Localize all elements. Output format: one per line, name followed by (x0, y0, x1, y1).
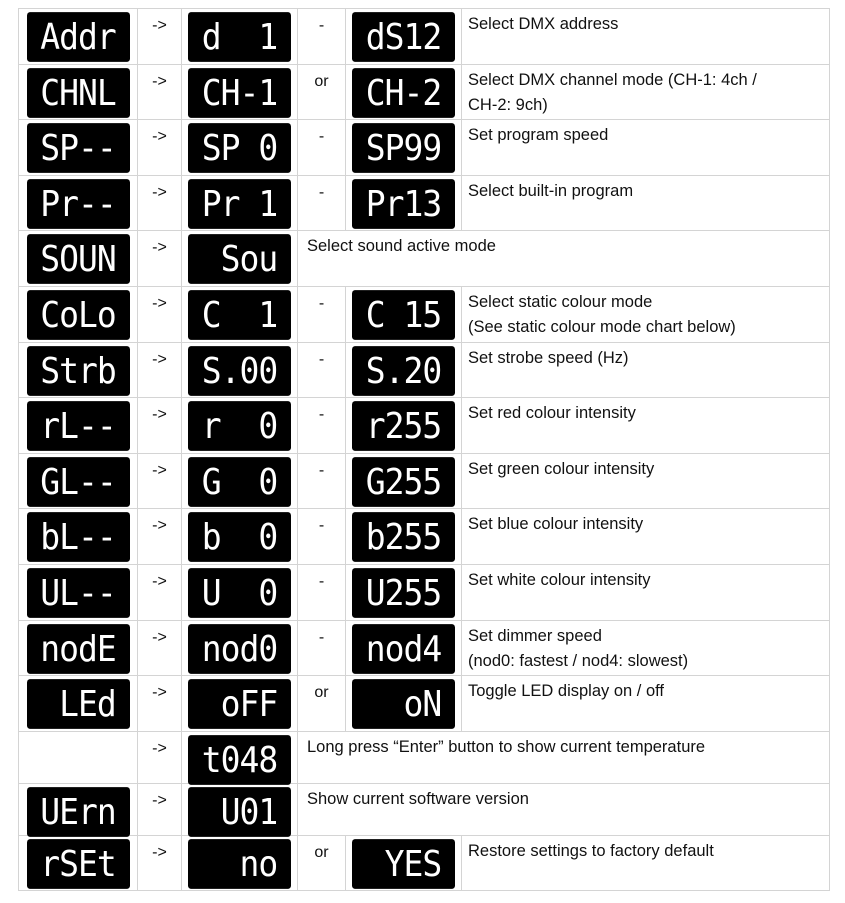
range-separator: or (298, 835, 346, 891)
table-row (19, 509, 830, 565)
description (462, 9, 830, 65)
arrow: -> (138, 231, 182, 287)
description (462, 64, 830, 120)
description (462, 453, 830, 509)
arrow: -> (138, 783, 182, 835)
description-line: Select DMX address (468, 15, 619, 33)
arrow: -> (138, 398, 182, 454)
range-start-display: S.00 (188, 346, 291, 396)
description (298, 783, 830, 835)
table-row (19, 231, 830, 287)
description-line: Restore settings to factory default (468, 841, 714, 860)
range-end-display: S.20 (352, 346, 455, 396)
description (462, 676, 830, 732)
description-line: Toggle LED display on / off (468, 682, 664, 701)
description (462, 620, 830, 676)
description-line: Set strobe speed (Hz) (468, 348, 629, 367)
range-separator: - (298, 509, 346, 565)
table-row (19, 286, 830, 342)
range-end-display: YES (352, 839, 455, 889)
description-line: Set dimmer speed (468, 626, 602, 645)
table-row (19, 453, 830, 509)
description (462, 835, 830, 891)
description (298, 231, 830, 287)
range-start-display: oFF (188, 679, 291, 729)
description-line: (See static colour mode chart below) (468, 317, 736, 336)
table-row (19, 835, 830, 891)
menu-display: Addr (27, 12, 130, 62)
range-start-display: SP 0 (188, 123, 291, 173)
arrow: -> (138, 835, 182, 891)
range-end-display: r255 (352, 401, 455, 451)
range-separator: - (298, 453, 346, 509)
menu-display: Pr-- (27, 179, 130, 229)
range-start-display: b 0 (188, 513, 291, 563)
range-end-display: b255 (352, 513, 455, 563)
description-line: Long press “Enter” button to show current temperature (307, 737, 706, 756)
range-start-display: G 0 (188, 457, 291, 507)
range-start-display: Pr 1 (188, 179, 291, 229)
range-separator: - (298, 564, 346, 620)
description (462, 120, 830, 176)
menu-display: CoLo (27, 290, 130, 340)
range-end-display: SP99 (352, 123, 455, 173)
arrow: -> (138, 64, 182, 120)
description-line: Select DMX channel mode (CH-1: 4ch / (468, 70, 757, 89)
table-row (19, 342, 830, 398)
arrow: -> (138, 731, 182, 783)
menu-display: Strb (27, 346, 130, 396)
table-row (19, 120, 830, 176)
range-end-display: oN (352, 679, 455, 729)
range-separator: or (298, 676, 346, 732)
arrow: -> (138, 286, 182, 342)
arrow: -> (138, 175, 182, 231)
description-line: Select sound active mode (307, 237, 496, 256)
menu-display: rL-- (27, 401, 130, 451)
range-start-display: U 0 (188, 568, 291, 618)
description-line: (nod0: fastest / nod4: slowest) (468, 651, 689, 670)
description (462, 564, 830, 620)
range-end-display: G255 (352, 457, 455, 507)
description (298, 731, 830, 783)
arrow: -> (138, 453, 182, 509)
table-row (19, 620, 830, 676)
menu-display: nodE (27, 624, 130, 674)
range-separator: - (298, 9, 346, 65)
description-line: Set red colour intensity (468, 404, 636, 423)
menu-display: SP-- (27, 123, 130, 173)
range-end-display: dS12 (352, 12, 455, 62)
arrow: -> (138, 120, 182, 176)
range-separator: or (298, 64, 346, 120)
range-end-display: Pr13 (352, 179, 455, 229)
table-row (19, 731, 830, 783)
arrow: -> (138, 342, 182, 398)
range-start-display: U01 (188, 787, 291, 837)
table-row (19, 64, 830, 120)
range-start-display: d 1 (188, 12, 291, 62)
menu-display: SOUN (27, 235, 130, 285)
range-start-display: CH-1 (188, 68, 291, 118)
table-row (19, 783, 830, 835)
arrow: -> (138, 9, 182, 65)
range-end-display: nod4 (352, 624, 455, 674)
range-separator: - (298, 620, 346, 676)
menu-display: GL-- (27, 457, 130, 507)
range-start-display: r 0 (188, 401, 291, 451)
range-end-display: C 15 (352, 290, 455, 340)
table-row (19, 398, 830, 454)
menu-display: LEd (27, 679, 130, 729)
description-line: Set white colour intensity (468, 570, 651, 589)
range-separator: - (298, 120, 346, 176)
menu-table (18, 8, 830, 891)
range-separator: - (298, 398, 346, 454)
description-line: CH-2: 9ch) (468, 95, 548, 114)
range-start-display: nod0 (188, 624, 291, 674)
arrow: -> (138, 564, 182, 620)
menu-display: UL-- (27, 568, 130, 618)
description (462, 398, 830, 454)
range-separator: - (298, 286, 346, 342)
range-start-display: C 1 (188, 290, 291, 340)
range-start-display: t048 (188, 735, 291, 785)
description-line: Show current software version (307, 789, 529, 808)
description (462, 175, 830, 231)
menu-display: UErn (27, 787, 130, 837)
range-end-display: CH-2 (352, 68, 455, 118)
description (462, 286, 830, 342)
arrow: -> (138, 509, 182, 565)
table-row (19, 564, 830, 620)
arrow: -> (138, 676, 182, 732)
table-row (19, 9, 830, 65)
description-line: Select static colour mode (468, 292, 653, 311)
description (462, 342, 830, 398)
range-start-display: Sou (188, 235, 291, 285)
description-line: Set green colour intensity (468, 459, 655, 478)
description-line: Set blue colour intensity (468, 515, 644, 534)
description (462, 509, 830, 565)
range-end-display: U255 (352, 568, 455, 618)
range-start-display: no (188, 839, 291, 889)
menu-display: rSEt (27, 839, 130, 889)
description-line: Select built-in program (468, 181, 634, 200)
table-row (19, 676, 830, 732)
arrow: -> (138, 620, 182, 676)
range-separator: - (298, 175, 346, 231)
range-separator: - (298, 342, 346, 398)
table-row (19, 175, 830, 231)
menu-display: bL-- (27, 513, 130, 563)
menu-display: CHNL (27, 68, 130, 118)
description-line: Set program speed (468, 126, 609, 145)
